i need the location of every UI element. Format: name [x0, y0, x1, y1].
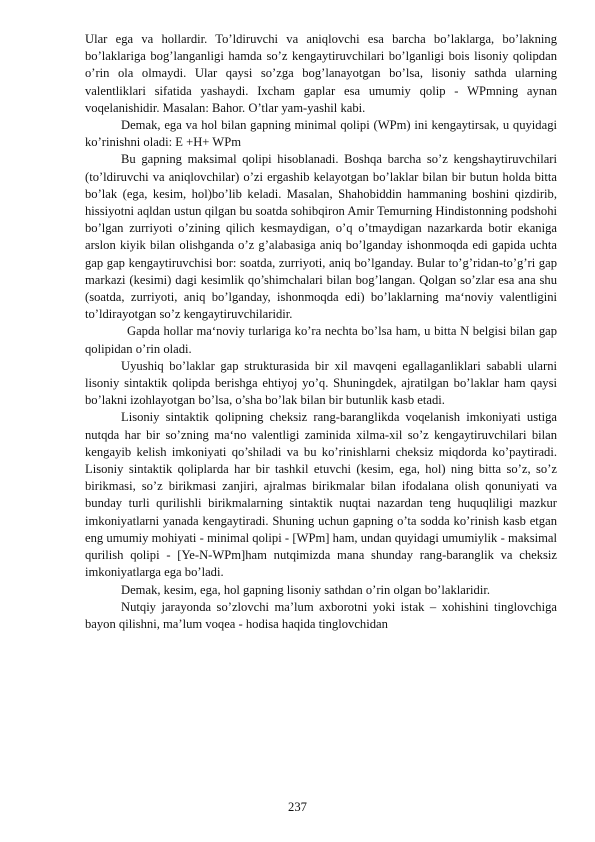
- paragraph-2: Demak, ega va hol bilan gapning minimal qolipi (WPm) ini kengaytirsak, u quyidagi ko’rinishni oladi: E +H+ WPm: [85, 118, 557, 150]
- body-text: [85, 31, 557, 633]
- paragraph-3: Bu gapning maksimal qolipi hisoblanadi. Boshqa barcha so’z kengshaytiruvchilari (to’ldiruvchi va aniqlovchilar) o’zi ergashib kelayotgan bo’laklar bilan bir butun holda bitta bo’lak (ega, kesim, hol)bo’lib keladi. Masalan, Shahobiddin hammaning boshini qizdirib, hissiyotni aqldan ustun qilgan bu soatda sohibqiron Amir Temurning Hindistonning podshohi bo’lgan zurriyoti o’zining qilich kesmaydigan, o’q o’tmaydigan nazarkarda botir ekaniga arslon kiyik bilan olishganda o’z g’alabasiga aniq bo’lganday ishonmoqda edi gapida uchta gap gap kengaytiruvchisi bor: soatda, zurriyoti, aniq bo’lganday. Bular to’g’ridan-to’g’ri gap markazi (kesimi) dagi kesimlik qo’shimchalari bilan bog’langan. Qolgan so’zlar esa ana shu (soatda, zurriyoti, aniq bo’lganday, ishonmoqda edi) bo’laklarning ma‘noviy valentligini to’ldirayotgan so’z kengaytiruvchilaridir.: [85, 152, 557, 322]
- paragraph-5: Uyushiq bo’laklar gap strukturasida bir xil mavqeni egallaganliklari sababli ularni lisoniy sintaktik qolipda berishga ehtiyoj yo’q. Shuningdek, ajratilgan bo’laklar ham qaysi bo’lakni izohlayotgan bo’lsa, o’sha bo’lak bilan bir butunlik kasb etadi.: [85, 358, 557, 408]
- paragraph-8: Nutqiy jarayonda so’zlovchi ma’lum axborotni yoki istak – xohishini tinglovchiga bayon qilishni, ma’lum voqea - hodisa haqida tinglovchidan: [85, 599, 557, 631]
- paragraph-4: Gapda hollar ma‘noviy turlariga ko’ra nechta bo’lsa ham, u bitta N belgisi bilan gap qolipidan o’rin oladi.: [85, 324, 557, 356]
- paragraph-7: Demak, kesim, ega, hol gapning lisoniy sathdan o’rin olgan bo’laklaridir.: [121, 582, 490, 597]
- page-number: 237: [288, 800, 307, 814]
- paragraph-1: Ular ega va hollardir. To’ldiruvchi va aniqlovchi esa barcha bo’laklarga, bo’lakning bo’laklariga bog’langanligi hamda so’z kengaytiruvchilari bo’lganligi bois lisoniy qolipdan o’rin ola olmaydi. Ular qaysi so’zga bog’lanayotgan bo’lsa, lisoniy sathda ularning valentliklari sifatida yashaydi. Ixcham gaplar esa umumiy qolip - WPmning aynan voqelanishidir. Masalan: Bahor. O’tlar yam-yashil kabi.: [85, 32, 557, 115]
- paragraph-6: Lisoniy sintaktik qolipning cheksiz rang-baranglikda voqelanish imkoniyati ustiga nutqda har bir so’zning ma‘no valentligi zaminida xilma-xil so’z kengaytiruvchilari bilan kengayib kelish imkoniyati qo’shiladi va bu ko’rinishlarni cheksiz miqdorda ko’paytiradi. Lisoniy sintaktik qoliplarda har bir tashkil etuvchi (kesim, ega, hol) ning bitta so’z, so’z birikmasi, so’z birikmasi zanjiri, ajralmas birikmalar bilan ifodalana olish qonuniyati va bunday turli qurilishli birikmalarning sintaktik nuqtai nazardan teng huquqliligi mazkur imkoniyatlarni yanada kengaytiradi. Shuning uchun gapning o’ta sodda ko’rinish kasb etgan eng umumiy mohiyati - minimal qolipi - [WPm] ham, undan quyidagi umumiylik - maksimal qurilish qolipi - [Ye-N-WPm]ham nutqimizda mana shunday rang-baranglik va cheksiz imkoniyatlarga ega bo’ladi.: [85, 410, 557, 580]
